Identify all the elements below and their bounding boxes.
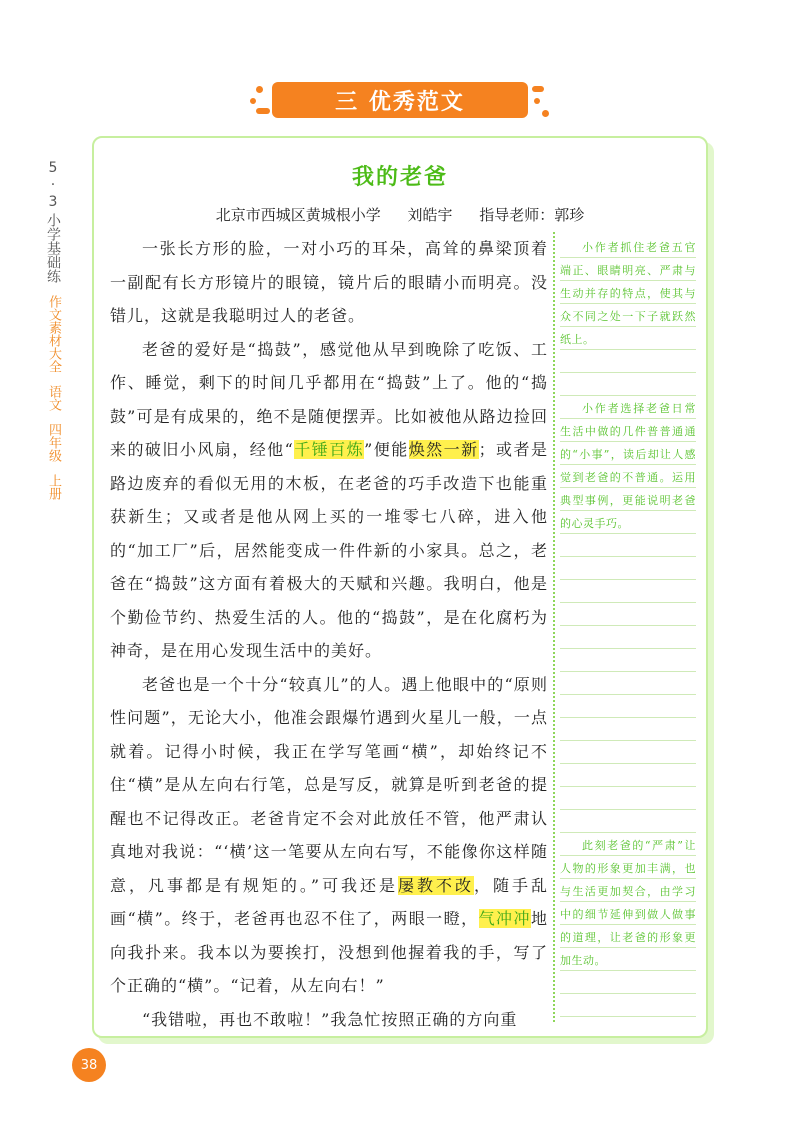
note-rule — [560, 832, 696, 833]
paragraph-1: 一张长方形的脸，一对小巧的耳朵，高耸的鼻梁顶着一副配有长方形镜片的眼镜，镜片后的眼睛小而明亮。没错儿，这就是我聪明过人的老爸。 — [110, 239, 548, 325]
note-rule — [560, 625, 696, 626]
paragraph-4: “我错啦，再也不敢啦！”我急忙按照正确的方向重 — [142, 1009, 518, 1029]
decor-dot — [534, 98, 540, 104]
note-rule — [560, 786, 696, 787]
highlight-phrase: 千锤百炼 — [293, 440, 365, 459]
column-divider — [553, 232, 555, 1022]
note-rule — [560, 671, 696, 672]
school-name: 北京市西城区黄城根小学 — [215, 206, 381, 224]
teacher-name: 指导老师：郭珍 — [479, 206, 585, 224]
decor-dot — [542, 110, 549, 117]
section-banner — [250, 80, 550, 122]
margin-note-3: 此刻老爸的“严肃”让人物的形象更加丰满，也与生活更加契合，由学习中的细节延伸到做人做事的道理，让老爸的形象更加生动。 — [560, 839, 696, 967]
page-number: 38 — [72, 1048, 106, 1082]
note-rule — [560, 395, 696, 396]
decor-dot — [256, 86, 263, 93]
note-rule — [560, 740, 696, 741]
book-sidebar — [40, 160, 66, 500]
paragraph-3: 老爸也是一个十分“较真儿”的人。遇上他眼中的“原则性问题”，无论大小，他准会跟爆竹遇到火星儿一般，一点就着。记得小时候，我正在学写笔画“横”，却始终记不住“横”是从左向右行笔，总是写反，就算是听到老爸的提醒也不记得改正。老爸肯定不会对此放任不管，他严肃认真地对我说：“‘横’这一笔要从左向右写，不能像你这样随意，凡事都是有规矩的。”可我还是屡教不改，随手乱画“横”。终于，老爸再也忍不住了，两眼一瞪，气冲冲地向我扑来。我本以为要挨打，没想到他握着我的手，写了个正确的“横”。“记着，从左向右！” — [110, 674, 548, 995]
essay-byline — [94, 204, 706, 225]
paragraph-2: 老爸的爱好是“捣鼓”，感觉他从早到晚除了吃饭、工作、睡觉，剩下的时间几乎都用在“捣鼓”上了。他的“捣鼓”可是有成果的，绝不是随便摆弄。比如被他从路边捡回来的破旧小风扇，经他“千锤百炼”便能焕然一新；或者是路边废弃的看似无用的木板，在老爸的巧手改造下也能重获新生；又或者是他从网上买的一堆零七八碎，进入他的“加工厂”后，居然能变成一件件新的小家具。总之，老爸在“捣鼓”这方面有着极大的天赋和兴趣。我明白，他是个勤俭节约、热爱生活的人。他的“捣鼓”，是在化腐朽为神奇，是在用心发现生活中的美好。 — [110, 339, 548, 660]
note-rule — [560, 717, 696, 718]
margin-note-2: 小作者选择老爸日常生活中做的几件普普通通的“小事”，读后却让人感觉到老爸的不普通。运用典型事例，更能说明老爸的心灵手巧。 — [560, 402, 696, 530]
subject-label: 语文 — [46, 385, 61, 411]
note-rule — [560, 763, 696, 764]
decor-dash — [256, 108, 270, 114]
section-title: 三 优秀范文 — [272, 82, 528, 118]
note-rule — [560, 993, 696, 994]
book-title: 作文素材大全 — [46, 295, 61, 373]
note-rule — [560, 648, 696, 649]
note-rule — [560, 694, 696, 695]
essay-card — [92, 136, 708, 1038]
highlight-phrase: 气冲冲 — [478, 909, 531, 928]
grade-label: 四年级 — [46, 423, 61, 462]
decor-dot — [250, 98, 256, 104]
note-rule — [560, 372, 696, 373]
margin-note-1: 小作者抓住老爸五官端正、眼睛明亮、严肃与生动并存的特点，使其与众不同之处一下子就跃然纸上。 — [560, 241, 696, 346]
highlight-phrase: 屡教不改 — [398, 875, 474, 895]
author-name: 刘皓宇 — [407, 206, 453, 224]
note-rule — [560, 1016, 696, 1017]
volume-label: 上册 — [46, 474, 61, 500]
brand-mark: 5·3 — [45, 160, 61, 211]
essay-body — [110, 232, 548, 1036]
decor-dash — [532, 86, 544, 92]
note-rule — [560, 602, 696, 603]
highlight-phrase: 焕然一新 — [408, 440, 479, 459]
note-rule — [560, 556, 696, 557]
series-name: 小学基础练 — [45, 213, 61, 283]
note-rule — [560, 809, 696, 810]
essay-title: 我的老爸 — [351, 164, 448, 190]
note-rule — [560, 579, 696, 580]
